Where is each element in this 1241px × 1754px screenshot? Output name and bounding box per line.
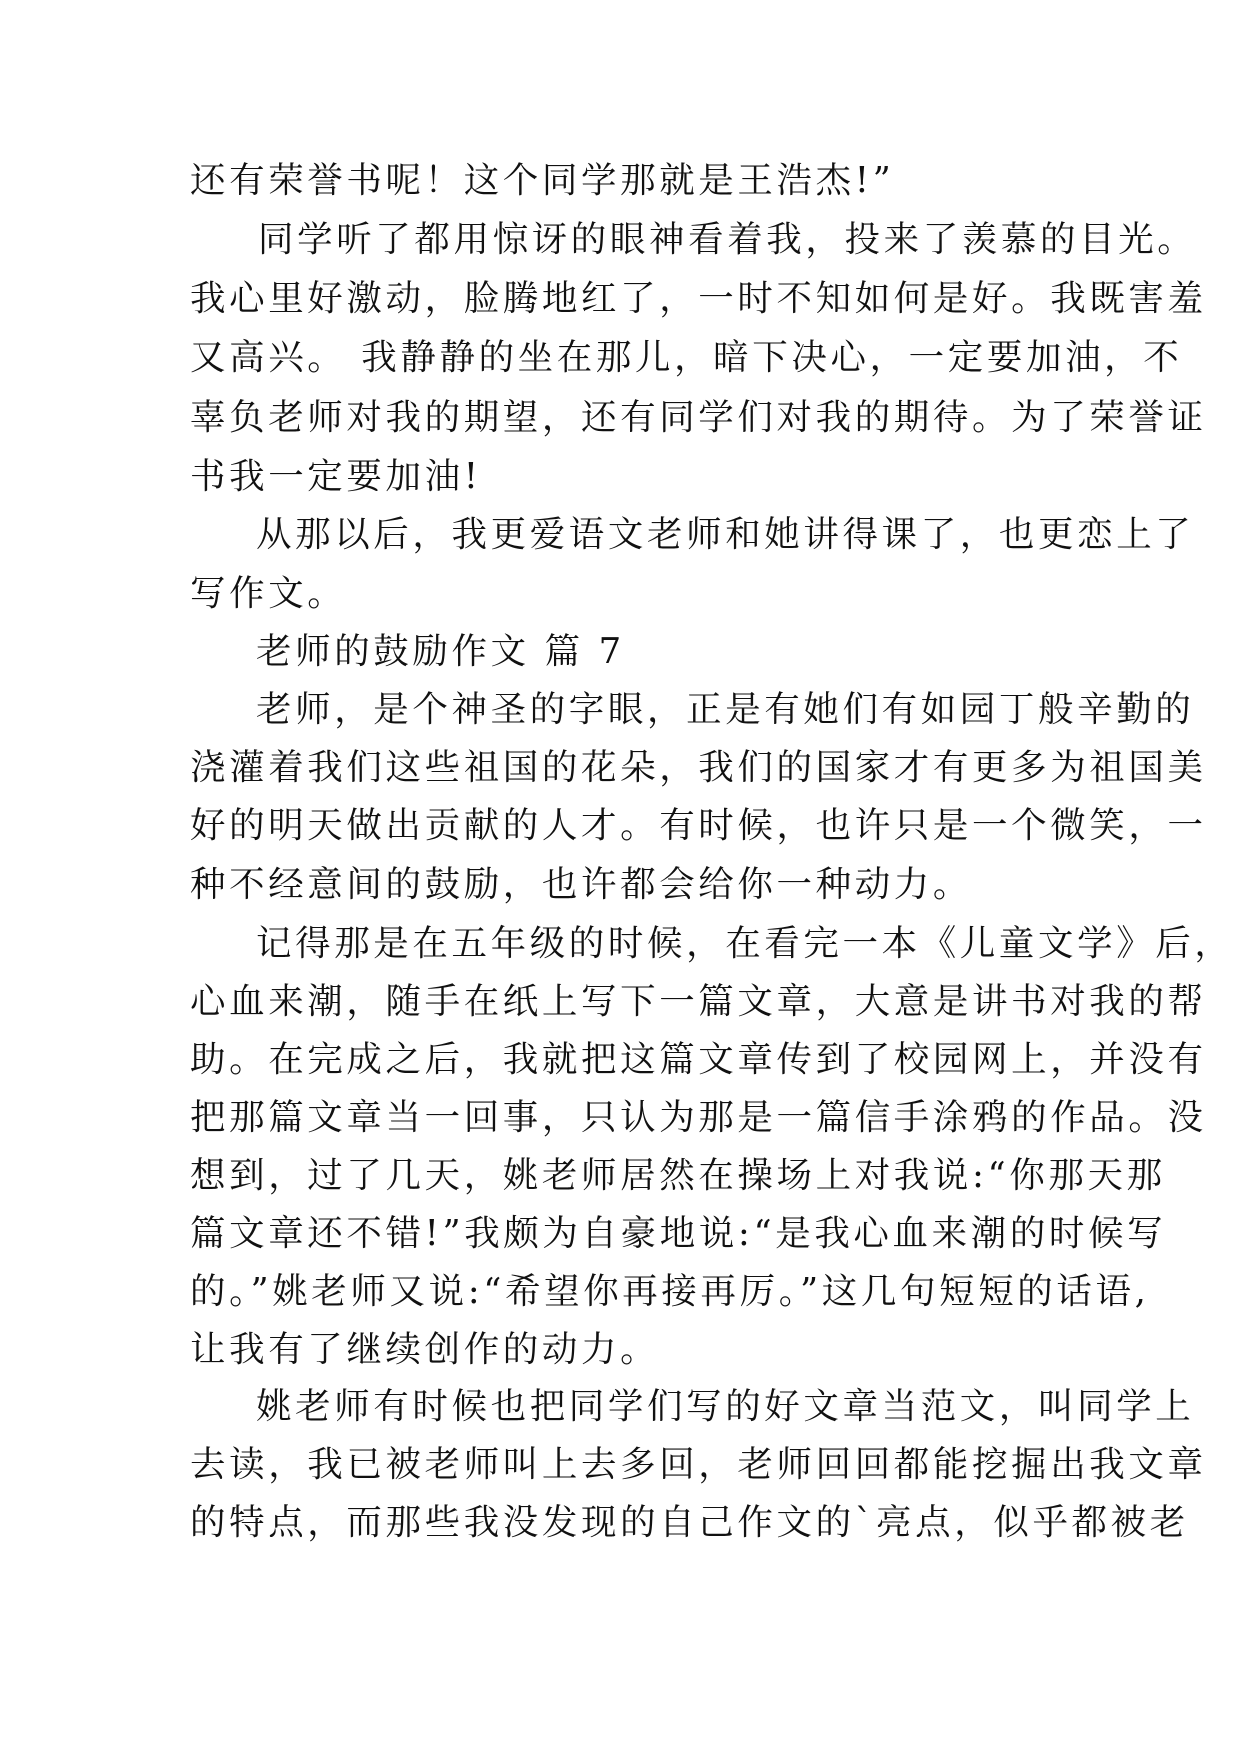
paragraph-first-line: 老师，是个神圣的字眼，正是有她们有如园丁般辛勤的	[256, 689, 1195, 730]
body-text-line: 助。在完成之后，我就把这篇文章传到了校园网上，并没有	[190, 1039, 1207, 1080]
body-text-line: 的。”姚老师又说:“希望你再接再厉。”这几句短短的话语,	[190, 1271, 1150, 1312]
body-text-line: 去读，我已被老师叫上去多回，老师回回都能挖掘出我文章	[190, 1444, 1207, 1485]
body-text-line: 的特点，而那些我没发现的自己作文的`亮点，似乎都被老	[190, 1502, 1189, 1543]
body-text-line: 我心里好激动，脸腾地红了，一时不知如何是好。我既害羞	[190, 278, 1207, 319]
body-text-line: 让我有了继续创作的动力。	[190, 1329, 660, 1370]
section-heading: 老师的鼓励作文 篇 7	[256, 631, 625, 672]
paragraph-first-line: 从那以后，我更爱语文老师和她讲得课了，也更恋上了	[256, 514, 1195, 555]
body-text-line: 写作文。	[190, 573, 347, 614]
body-text-line: 辜负老师对我的期望，还有同学们对我的期待。为了荣誉证	[190, 397, 1207, 438]
body-text-line: 浇灌着我们这些祖国的花朵，我们的国家才有更多为祖国美	[190, 747, 1207, 788]
body-text-line: 又高兴。 我静静的坐在那儿，暗下决心，一定要加油，不	[190, 337, 1183, 378]
body-text-line: 种不经意间的鼓励，也许都会给你一种动力。	[190, 864, 973, 905]
body-text-line: 好的明天做出贡献的人才。有时候，也许只是一个微笑，一	[190, 805, 1207, 846]
body-text-line: 把那篇文章当一回事，只认为那是一篇信手涂鸦的作品。没	[190, 1097, 1207, 1138]
body-text-line: 还有荣誉书呢！这个同学那就是王浩杰!”	[190, 160, 895, 201]
body-text-line: 心血来潮，随手在纸上写下一篇文章，大意是讲书对我的帮	[190, 981, 1207, 1022]
paragraph-first-line: 姚老师有时候也把同学们写的好文章当范文，叫同学上	[256, 1386, 1195, 1427]
body-text-line: 书我一定要加油!	[190, 456, 482, 497]
body-text-line: 想到，过了几天，姚老师居然在操场上对我说:“你那天那	[190, 1155, 1166, 1196]
paragraph-first-line: 记得那是在五年级的时候，在看完一本《儿童文学》后，	[256, 923, 1234, 964]
paragraph-first-line: 同学听了都用惊讶的眼神看着我，投来了羡慕的目光。	[258, 219, 1197, 260]
body-text-line: 篇文章还不错!”我颇为自豪地说:“是我心血来潮的时候写	[190, 1213, 1167, 1254]
